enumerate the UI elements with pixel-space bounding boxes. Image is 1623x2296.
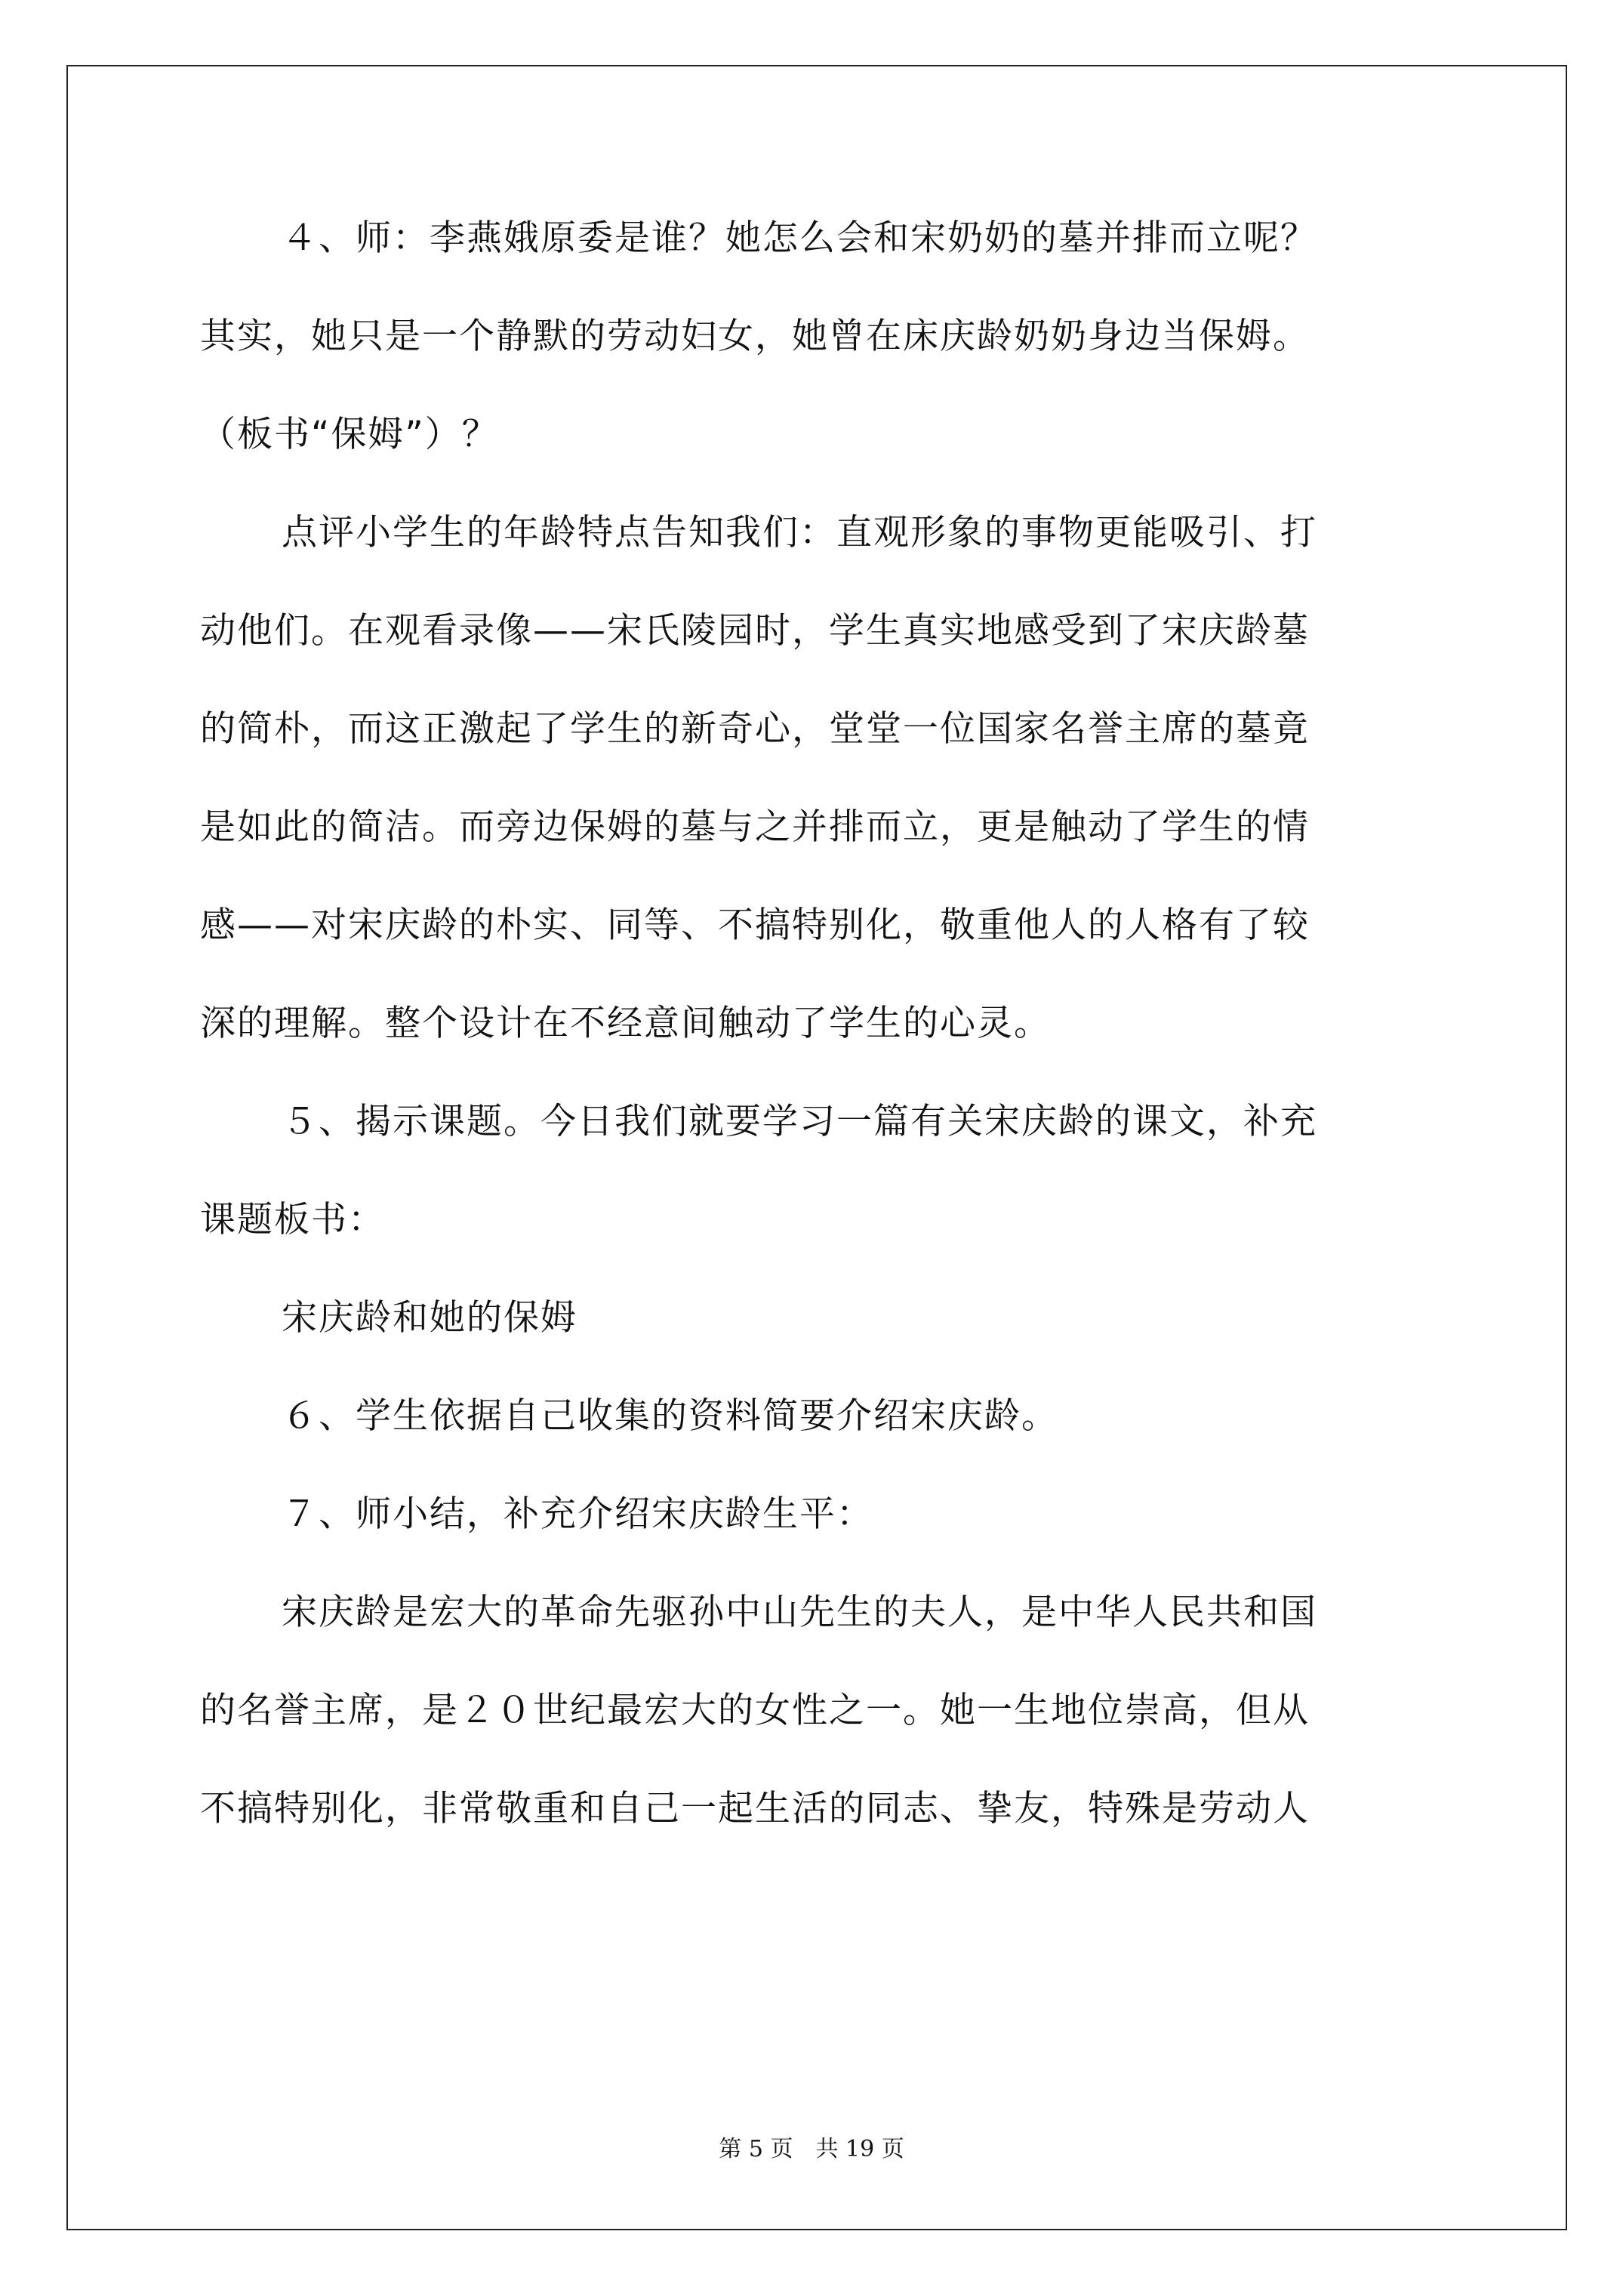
text-line: 感——对宋庆龄的朴实、同等、不搞特别化，敬重他人的人格有了较 — [200, 905, 1310, 946]
page-border — [66, 65, 1567, 2230]
text-line: ６、学生依据自己收集的资料简要介绍宋庆龄。 — [282, 1395, 1058, 1437]
text-line: （板书“保姆”）？ — [200, 414, 499, 455]
text-line: ５、揭示课题。今日我们就要学习一篇有关宋庆龄的课文，补充 — [282, 1101, 1317, 1142]
text-line: ７、师小结，补充介绍宋庆龄生平： — [282, 1493, 873, 1535]
text-line: 其实，她只是一个静默的劳动妇女，她曾在床庆龄奶奶身边当保姆。 — [200, 316, 1310, 357]
text-line: 课题板书： — [200, 1199, 385, 1240]
page-number: 第 5 页 共 19 页 — [719, 2136, 904, 2162]
text-line: 点评小学生的年龄特点告知我们：直观形象的事物更能吸引、打 — [282, 512, 1317, 553]
text-line: ４、师：李燕娥原委是谁？她怎么会和宋奶奶的墓并排而立呢？ — [282, 217, 1317, 259]
text-line: 动他们。在观看录像——宋氏陵园时，学生真实地感受到了宋庆龄墓 — [200, 610, 1310, 652]
text-line: 深的理解。整个设计在不经意间触动了学生的心灵。 — [200, 1003, 1051, 1044]
text-line: 不搞特别化，非常敬重和自己一起生活的同志、挚友，特殊是劳动人 — [200, 1788, 1310, 1829]
text-line: 宋庆龄和她的保姆 — [282, 1297, 577, 1339]
text-line: 宋庆龄是宏大的革命先驱孙中山先生的夫人，是中华人民共和国 — [282, 1592, 1317, 1633]
text-line: 是如此的简洁。而旁边保姆的墓与之并排而立，更是触动了学生的情 — [200, 806, 1310, 848]
text-line: 的名誉主席，是２０世纪最宏大的女性之一。她一生地位崇高，但从 — [200, 1690, 1310, 1731]
text-line: 的简朴，而这正激起了学生的新奇心，堂堂一位国家名誉主席的墓竟 — [200, 708, 1310, 750]
